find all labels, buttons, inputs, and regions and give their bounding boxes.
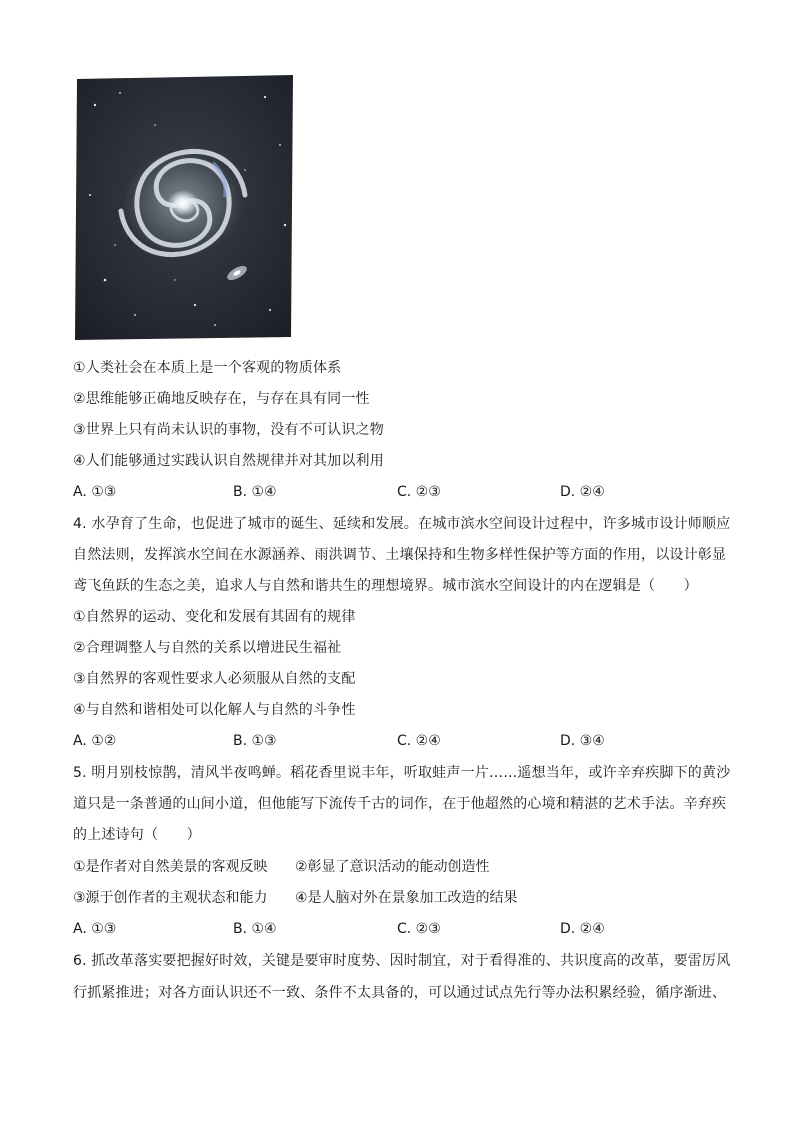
q5-option-d: D. ②④ — [560, 921, 605, 937]
q5-stem-line-2: 道只是一条普通的山间小道，但他能写下流传千古的词作，在于他超然的心境和精湛的艺术手法。辛弃疾 — [73, 796, 727, 812]
q3-options — [73, 482, 733, 502]
q4-statement-1: ①自然界的运动、变化和发展有其固有的规律 — [73, 609, 356, 625]
q3-statement-1: ①人类社会在本质上是一个客观的物质体系 — [73, 360, 342, 376]
q5-statement-4: ④是人脑对外在景象加工改造的结果 — [295, 890, 518, 906]
q6-stem-line-1: 6. 抓改革落实要把握好时效，关键是要审时度势、因时制宜，对于看得准的、共识度高的改革，要雷厉风 — [73, 953, 731, 969]
q4-stem-line-3: 鸢飞鱼跃的生态之美，追求人与自然和谐共生的理想境界。城市滨水空间设计的内在逻辑是（ ） — [73, 578, 698, 594]
q5-option-a: A. ①③ — [73, 921, 117, 937]
q4-option-c: C. ②④ — [397, 733, 441, 749]
q4-option-d: D. ③④ — [560, 733, 605, 749]
q3-option-c: C. ②③ — [397, 484, 441, 500]
q3-option-a: A. ①③ — [73, 484, 117, 500]
galaxy-photo — [75, 75, 295, 340]
q5-statement-2: ②彰显了意识活动的能动创造性 — [295, 859, 490, 875]
q5-statements-row-1 — [73, 857, 733, 877]
q4-stem-line-2: 自然法则，发挥滨水空间在水源涵养、雨洪调节、土壤保持和生物多样性保护等方面的作用，以设计彰显 — [73, 547, 727, 563]
q5-stem-line-1: 5. 明月别枝惊鹊，清风半夜鸣蝉。稻花香里说丰年，听取蛙声一片……遥想当年，或许辛弃疾脚下的黄沙 — [73, 765, 731, 781]
q3-option-b: B. ①④ — [233, 484, 277, 500]
q6-stem-line-2: 行抓紧推进；对各方面认识还不一致、条件不太具备的，可以通过试点先行等办法积累经验，循序渐进、 — [73, 985, 727, 1001]
q4-statement-3: ③自然界的客观性要求人必须服从自然的支配 — [73, 671, 356, 687]
q3-option-d: D. ②④ — [560, 484, 605, 500]
q5-statement-3: ③源于创作者的主观状态和能力 — [73, 890, 268, 906]
q4-statement-4: ④与自然和谐相处可以化解人与自然的斗争性 — [73, 702, 356, 718]
q4-statement-2: ②合理调整人与自然的关系以增进民生福祉 — [73, 640, 342, 656]
q3-statement-3: ③世界上只有尚未认识的事物，没有不可认识之物 — [73, 422, 384, 438]
q3-statement-2: ②思维能够正确地反映存在，与存在具有同一性 — [73, 391, 370, 407]
q5-option-c: C. ②③ — [397, 921, 441, 937]
q4-option-a: A. ①② — [73, 733, 117, 749]
q5-statements-row-2 — [73, 888, 733, 908]
q4-options — [73, 731, 733, 751]
q4-option-b: B. ①③ — [233, 733, 277, 749]
q3-statement-4: ④人们能够通过实践认识自然规律并对其加以利用 — [73, 453, 384, 469]
q4-stem-line-1: 4. 水孕育了生命，也促进了城市的诞生、延续和发展。在城市滨水空间设计过程中，许多城市设计师顺应 — [73, 516, 731, 532]
q5-option-b: B. ①④ — [233, 921, 277, 937]
q5-statement-1: ①是作者对自然美景的客观反映 — [73, 859, 268, 875]
q5-options — [73, 919, 733, 939]
q5-stem-line-3: 的上述诗句（ ） — [73, 827, 201, 843]
